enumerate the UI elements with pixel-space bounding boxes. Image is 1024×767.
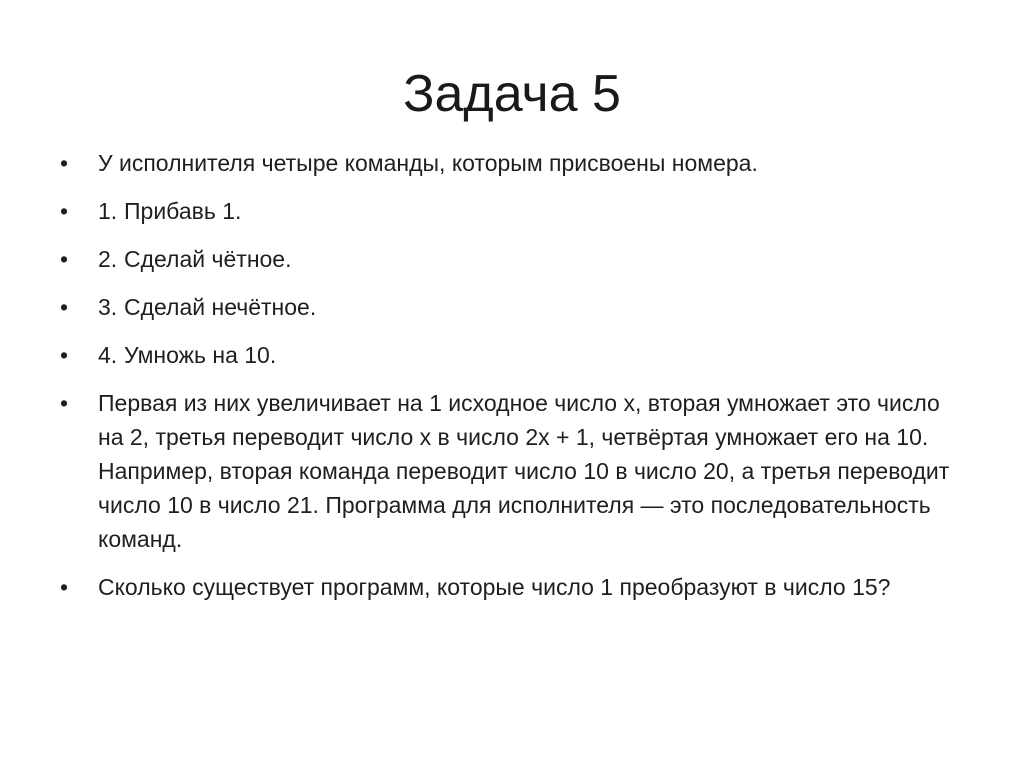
item-text: Прибавь 1.: [124, 198, 242, 224]
item-text: Умножь на 10.: [124, 342, 277, 368]
bullet-icon: •: [60, 342, 69, 368]
slide-title: Задача 5: [403, 65, 621, 123]
item-text: Сколько существует программ, которые число 1 преобразуют в число 15?: [98, 574, 891, 600]
bullet-icon: •: [60, 198, 69, 224]
list-item: [60, 338, 960, 372]
item-text: Сделай чётное.: [124, 246, 292, 272]
list-item: [60, 386, 960, 556]
bullet-icon: •: [60, 574, 69, 600]
bullet-icon: •: [60, 294, 69, 320]
list-item: [60, 194, 960, 228]
list-item: [60, 146, 960, 180]
list-item: [60, 242, 960, 276]
item-number: 1.: [98, 198, 118, 224]
bullet-list: [60, 146, 960, 618]
bullet-icon: •: [60, 390, 69, 416]
bullet-icon: •: [60, 246, 69, 272]
list-item: [60, 570, 960, 604]
bullet-icon: •: [60, 150, 69, 176]
item-number: 4.: [98, 342, 118, 368]
item-number: 3.: [98, 294, 118, 320]
item-number: 2.: [98, 246, 118, 272]
item-text: Первая из них увеличивает на 1 исходное число x, вторая умножает это число на 2, третья переводит число x в число 2x + 1, четвёртая умножает его на 10. Например, вторая команда переводит число 10 в число 20, а третья переводит число 10 в число 21. Программа для исполнителя — это последовательность команд.: [98, 390, 950, 552]
item-text: У исполнителя четыре команды, которым присвоены номера.: [98, 150, 758, 176]
item-text: Сделай нечётное.: [124, 294, 317, 320]
list-item: [60, 290, 960, 324]
